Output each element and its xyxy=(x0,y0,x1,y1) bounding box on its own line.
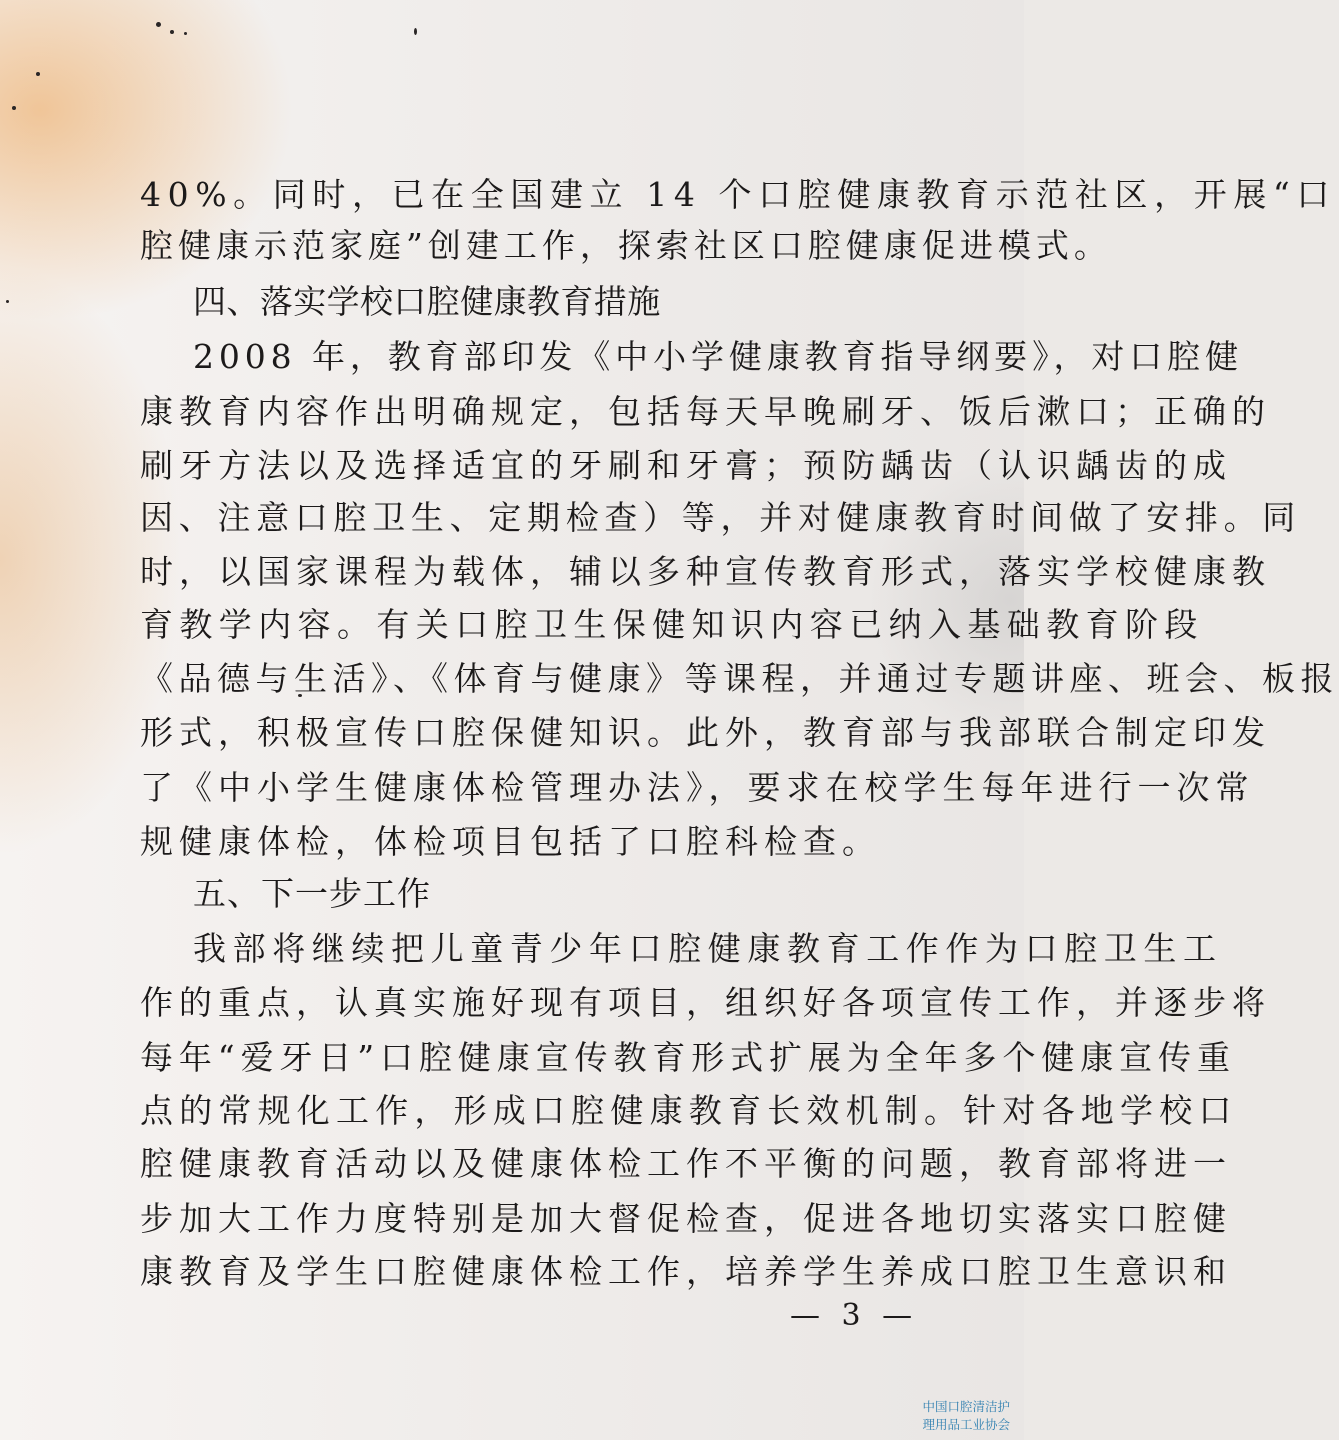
text-line-8 xyxy=(0,550,1271,594)
line-text: 作的重点，认真实施好现有项目，组织好各项宣传工作，并逐步将 xyxy=(140,983,1271,1022)
text-line-4 xyxy=(0,335,1243,379)
scan-speck xyxy=(414,28,417,35)
scan-speck xyxy=(12,106,16,110)
line-text: 腔健康示范家庭”创建工作，探索社区口腔健康促进模式。 xyxy=(140,226,1112,265)
text-line-7 xyxy=(0,496,1301,540)
line-text: 因、注意口腔卫生、定期检查）等，并对健康教育时间做了安排。同 xyxy=(140,498,1301,537)
scan-speck xyxy=(36,72,40,76)
heading-text: 五、下一步工作 xyxy=(193,874,431,913)
line-text: 了《中小学生健康体检管理办法》，要求在校学生每年进行一次常 xyxy=(140,768,1255,807)
line-text: 时，以国家课程为载体，辅以多种宣传教育形式，落实学校健康教 xyxy=(140,552,1271,591)
text-line-18 xyxy=(0,1089,1238,1133)
text-line-6 xyxy=(0,444,1232,488)
line-text: 腔健康教育活动以及健康体检工作不平衡的问题，教育部将进一 xyxy=(140,1144,1232,1183)
line-text: 康教育及学生口腔健康体检工作，培养学生养成口腔卫生意识和 xyxy=(140,1252,1232,1291)
text-line-5 xyxy=(0,390,1271,434)
line-text: 每年“爱牙日”口腔健康宣传教育形式扩展为全年多个健康宣传重 xyxy=(140,1038,1236,1077)
text-line-10 xyxy=(0,657,1339,701)
text-line-9 xyxy=(0,603,1204,647)
scan-speck xyxy=(156,22,161,27)
text-line-1 xyxy=(0,173,1336,217)
text-line-13 xyxy=(0,820,1024,864)
line-text: 刷牙方法以及选择适宜的牙刷和牙膏；预防龋齿（认识龋齿的成 xyxy=(140,446,1232,485)
section-heading-5 xyxy=(0,872,1024,916)
scan-speck xyxy=(184,32,187,35)
line-text: 我部将继续把儿童青少年口腔健康教育工作作为口腔卫生工 xyxy=(193,929,1223,968)
heading-text: 四、落实学校口腔健康教育措施 xyxy=(193,282,661,321)
watermark-line-2: 理用品工业协会 xyxy=(922,1417,1010,1432)
text-line-17 xyxy=(0,1036,1236,1080)
line-text: 40%。同时，已在全国建立 14 个口腔健康教育示范社区，开展“口 xyxy=(140,175,1336,214)
line-text: 康教育内容作出明确规定，包括每天早晚刷牙、饭后漱口；正确的 xyxy=(140,392,1271,431)
text-line-20 xyxy=(0,1197,1232,1241)
line-text: 点的常规化工作，形成口腔健康教育长效机制。针对各地学校口 xyxy=(140,1091,1238,1130)
text-line-16 xyxy=(0,981,1271,1025)
line-text: 规健康体检，体检项目包括了口腔科检查。 xyxy=(140,822,881,861)
text-line-11 xyxy=(0,711,1271,755)
line-text: 形式，积极宣传口腔保健知识。此外，教育部与我部联合制定印发 xyxy=(140,713,1271,752)
text-line-21 xyxy=(0,1250,1232,1294)
text-line-12 xyxy=(0,766,1255,810)
scan-speck xyxy=(170,30,174,34)
line-text: 步加大工作力度特别是加大督促检查，促进各地切实落实口腔健 xyxy=(140,1199,1232,1238)
line-text: 2008 年，教育部印发《中小学健康教育指导纲要》，对口腔健 xyxy=(193,337,1243,376)
text-line-19 xyxy=(0,1142,1232,1186)
text-line-2 xyxy=(0,224,1112,268)
watermark-line-1: 中国口腔清洁护 xyxy=(922,1399,1010,1414)
line-text: 《品德与生活》、《体育与健康》等课程，并通过专题讲座、班会、板报 xyxy=(140,659,1339,698)
watermark xyxy=(914,1398,1010,1434)
page-number: — 3 — xyxy=(790,1298,919,1333)
text-line-15 xyxy=(0,927,1223,971)
line-text: 育教学内容。有关口腔卫生保健知识内容已纳入基础教育阶段 xyxy=(140,605,1204,644)
section-heading-4 xyxy=(0,280,1024,324)
